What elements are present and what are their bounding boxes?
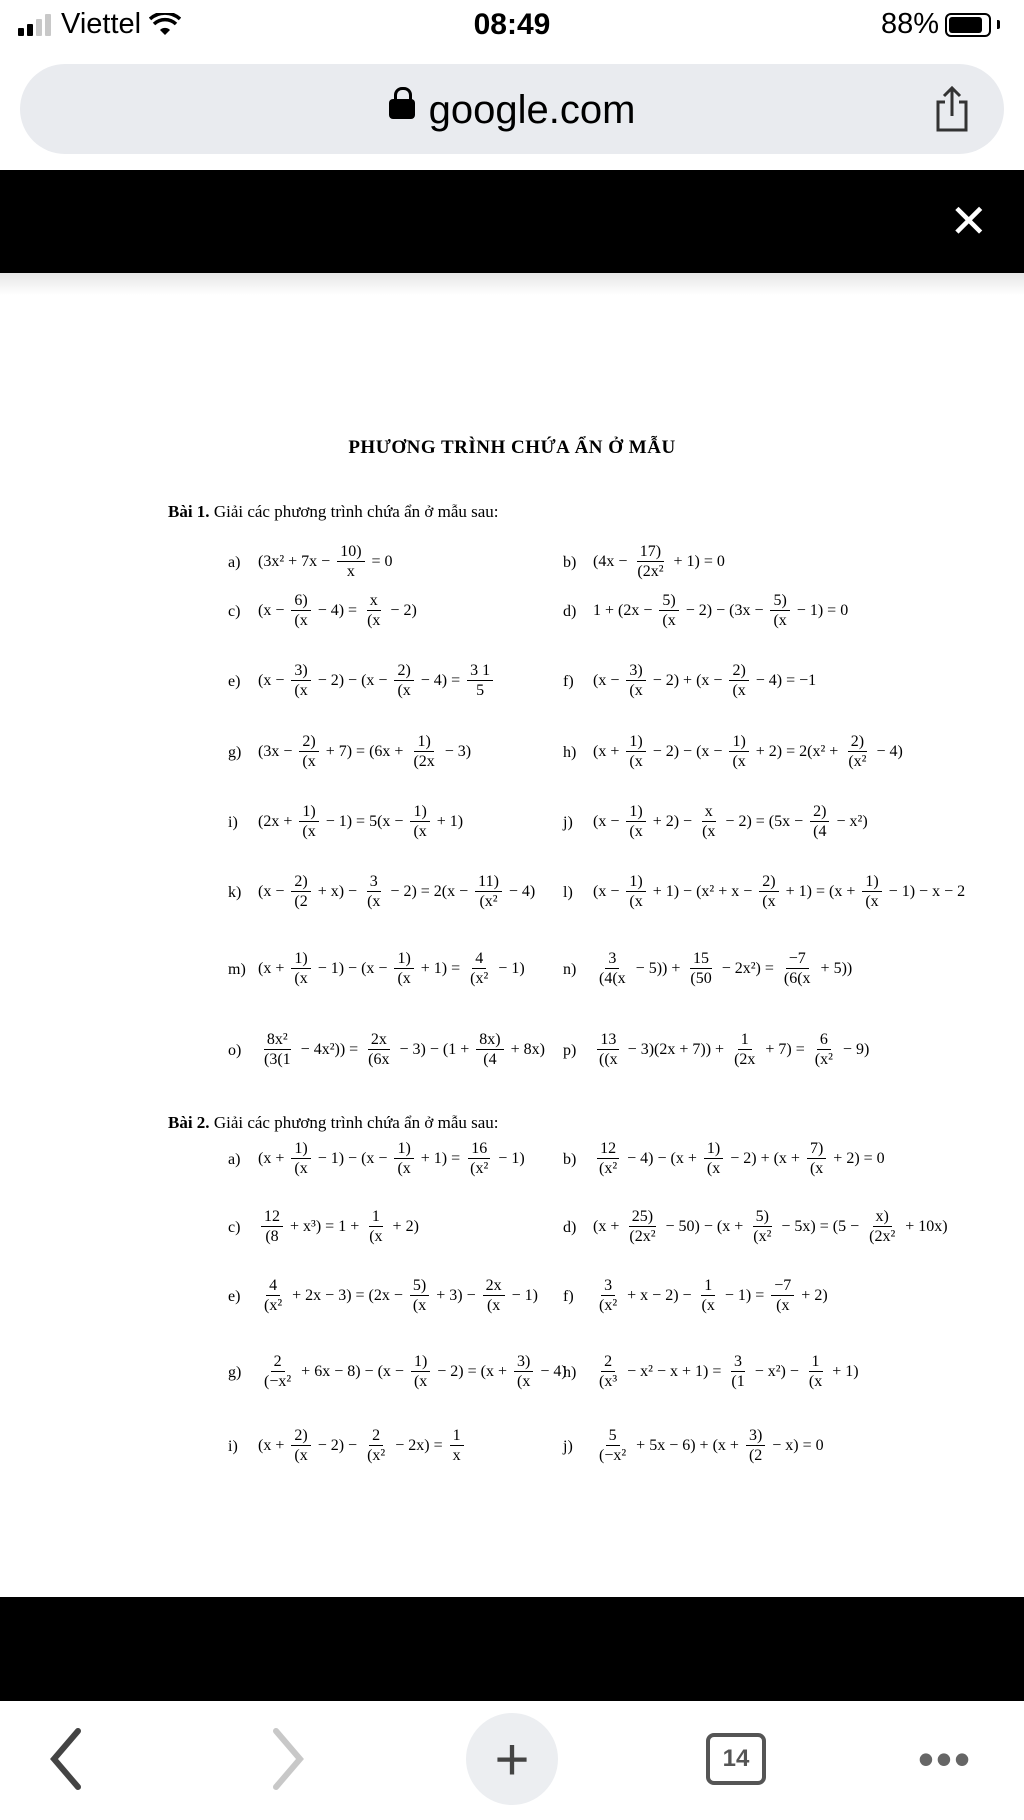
equation-label: g) — [228, 744, 242, 761]
equation-label: f) — [563, 1288, 574, 1305]
equation-label: b) — [563, 554, 577, 571]
equation-expression: (3x − $\frac{2)}{(x}$ + 7) = (6x + $\frac{1)}{(2x}$ − 3) — [258, 733, 472, 770]
equation-expression: (x + $\frac{1)}{(x}$ − 1) − (x − $\frac{1)}{(x}$ + 1) = $\frac{4}{\text{(x²}}$ − 1) — [258, 950, 525, 987]
status-bar — [0, 0, 1024, 52]
overlay-header — [0, 170, 1024, 273]
equation-expression: $\frac{12}{\text{(x²}}$ − 4) − (x + $\frac{1)}{(x}$ − 2) + (x + $\frac{7)}{(x}$ + 2) = 0 — [599, 1140, 885, 1177]
equation-label: p) — [563, 1042, 577, 1059]
equation-expression: (2x + $\frac{1)}{(x}$ − 1) = 5(x − $\frac{1)}{(x}$ + 1) — [258, 803, 464, 840]
exercise-2-heading: Bài 2. Giải các phương trình chứa ẩn ở mẫu sau: — [168, 1113, 499, 1132]
equation-label: h) — [563, 744, 577, 761]
share-icon[interactable] — [932, 84, 972, 134]
equation-label: f) — [563, 673, 574, 690]
equation-label: j) — [563, 814, 573, 831]
equation-expression: $\frac{2}{\text{(x³}}$ − x² − x + 1) = $\frac{3}{(1}$ − x²) − $\frac{1}{(x}$ + 1) — [599, 1353, 859, 1390]
equation-expression: (4x − $\frac{17)}{\text{(2x²}}$ + 1) = 0 — [593, 543, 725, 580]
overlay-footer — [0, 1597, 1024, 1701]
tab-count: 14 — [722, 1745, 750, 1772]
battery — [881, 8, 1000, 41]
equation-expression: $\frac{12}{(8}$ + x³) = 1 + $\frac{1}{(x}$ + 2) — [258, 1207, 419, 1246]
equation-label: a) — [228, 1151, 241, 1168]
back-icon[interactable] — [42, 1721, 92, 1797]
equation-expression: (3x² + 7x − $\frac{10)}{x}$ = 0 — [258, 543, 393, 580]
document-page — [0, 295, 1024, 1597]
equation-label: h) — [563, 1364, 577, 1381]
lock-icon — [389, 99, 415, 119]
equation-expression: $\frac{3}{\text{(x²}}$ + x − 2) − $\frac{1}{(x}$ − 1) = $\frac{-7}{(x}$ + 2) — [599, 1277, 828, 1314]
equation-label: m) — [228, 961, 246, 978]
equation-expression: (x + $\frac{1)}{(x}$ − 1) − (x − $\frac{1)}{(x}$ + 1) = $\frac{16}{\text{(x²}}$ − 1) — [258, 1140, 525, 1177]
tabs-icon[interactable] — [706, 1733, 766, 1785]
equation-expression: $\frac{2}{\text{(−x²}}$ + 6x − 8) − (x − $\frac{1)}{(x}$ − 2) = (x + $\frac{3)}{(x}$ − 4) — [264, 1353, 567, 1390]
equation-label: k) — [228, 884, 242, 901]
equation-label: e) — [228, 1288, 241, 1305]
equation-label: d) — [563, 603, 577, 620]
new-tab-icon[interactable]: + — [466, 1713, 558, 1805]
clock: 08:49 — [473, 8, 551, 41]
equation-expression: (x + $\frac{1)}{(x}$ − 2) − (x − $\frac{1)}{(x}$ + 2) = 2(x² + $\frac{2)}{\text{(x²}}$ − 4) — [593, 733, 903, 770]
battery-percent: 88% — [880, 8, 939, 40]
url-text: google.com — [428, 88, 636, 132]
equation-label: j) — [563, 1438, 573, 1455]
equation-expression: (x − $\frac{6)}{(x}$ − 4) = $\frac{x}{(x}$ − 2) — [258, 592, 417, 629]
browser-toolbar — [0, 1701, 1024, 1820]
equation-label: a) — [228, 554, 241, 571]
address-bar[interactable] — [20, 64, 1004, 154]
close-icon[interactable]: ✕ — [949, 195, 988, 247]
equation-expression: $\frac{13}{((x}$ − 3)(2x + 7)) + $\frac{1}{(2x}$ + 7) = $\frac{6}{\text{(x²}}$ − 9) — [599, 1031, 870, 1068]
equation-label: i) — [228, 814, 238, 831]
equation-expression: $\frac{5}{\text{(−x²}}$ + 5x − 6) + (x + $\frac{3)}{(2}$ − x) = 0 — [599, 1427, 824, 1464]
equation-label: d) — [563, 1219, 577, 1236]
equation-expression: (x − $\frac{1)}{(x}$ + 2) − $\frac{x}{(x}$ − 2) = (5x − $\frac{2)}{(4}$ − x²) — [593, 803, 868, 840]
equation-expression: (x − $\frac{3)}{(x}$ − 2) − (x − $\frac{2)}{(x}$ − 4) = $\frac{3 1}{5}$ — [258, 661, 496, 700]
equation-label: l) — [563, 884, 573, 901]
equation-label: g) — [228, 1364, 242, 1381]
equation-label: e) — [228, 673, 241, 690]
equation-label: i) — [228, 1438, 238, 1455]
equation-label: n) — [563, 961, 577, 978]
exercise-1-heading: Bài 1. Giải các phương trình chứa ẩn ở mẫu sau: — [168, 502, 499, 521]
forward-icon[interactable] — [262, 1721, 312, 1797]
equation-label: b) — [563, 1151, 577, 1168]
equation-expression: $\frac{\text{8x²}}{(3(1}$ − 4x²)) = $\frac{2x}{(6x}$ − 3) − (1 + $\frac{8x)}{(4}$ + 8x) — [264, 1031, 545, 1068]
equation-expression: $\frac{4}{\text{(x²}}$ + 2x − 3) = (2x − $\frac{5)}{(x}$ + 3) − $\frac{2x}{(x}$ − 1) — [264, 1277, 538, 1314]
equation-label: o) — [228, 1042, 242, 1059]
equation-expression: (x − $\frac{2)}{(2}$ + x) − $\frac{3}{(x}$ − 2) = 2(x − $\frac{11)}{\text{(x²}}$ − 4) — [258, 873, 536, 910]
equation-expression: (x − $\frac{1)}{(x}$ + 1) − (x² + x − $\frac{2)}{(x}$ + 1) = (x + $\frac{1)}{(x}$ − 1) − x − 2 — [593, 873, 966, 910]
more-icon[interactable]: ••• — [917, 1733, 973, 1785]
equation-expression: (x − $\frac{3)}{(x}$ − 2) + (x − $\frac{2)}{(x}$ − 4) = −1 — [593, 662, 817, 699]
equation-label: c) — [228, 603, 241, 620]
equation-expression: 1 + (2x − $\frac{5)}{(x}$ − 2) − (3x − $\frac{5)}{(x}$ − 1) = 0 — [593, 592, 849, 629]
carrier-name: Viettel — [61, 8, 142, 40]
battery-icon — [945, 13, 991, 37]
page-title: PHƯƠNG TRÌNH CHỨA ẨN Ở MẪU — [348, 437, 676, 458]
equation-expression: $\frac{3}{(4(x}$ − 5)) + $\frac{15}{(50}$ − 2x²) = $\frac{-7}{(6(x}$ + 5)) — [599, 950, 853, 987]
equation-expression: (x + $\frac{25)}{\text{(2x²}}$ − 50) − (x + $\frac{5)}{\text{(x²}}$ − 5x) = (5 − $\frac{x)}{\text{(2x²}}$ + 10x) — [593, 1208, 948, 1245]
equation-label: c) — [228, 1219, 241, 1236]
equation-expression: (x + $\frac{2)}{(x}$ − 2) − $\frac{2}{\text{(x²}}$ − 2x) = $\frac{1}{x}$ — [258, 1426, 467, 1465]
